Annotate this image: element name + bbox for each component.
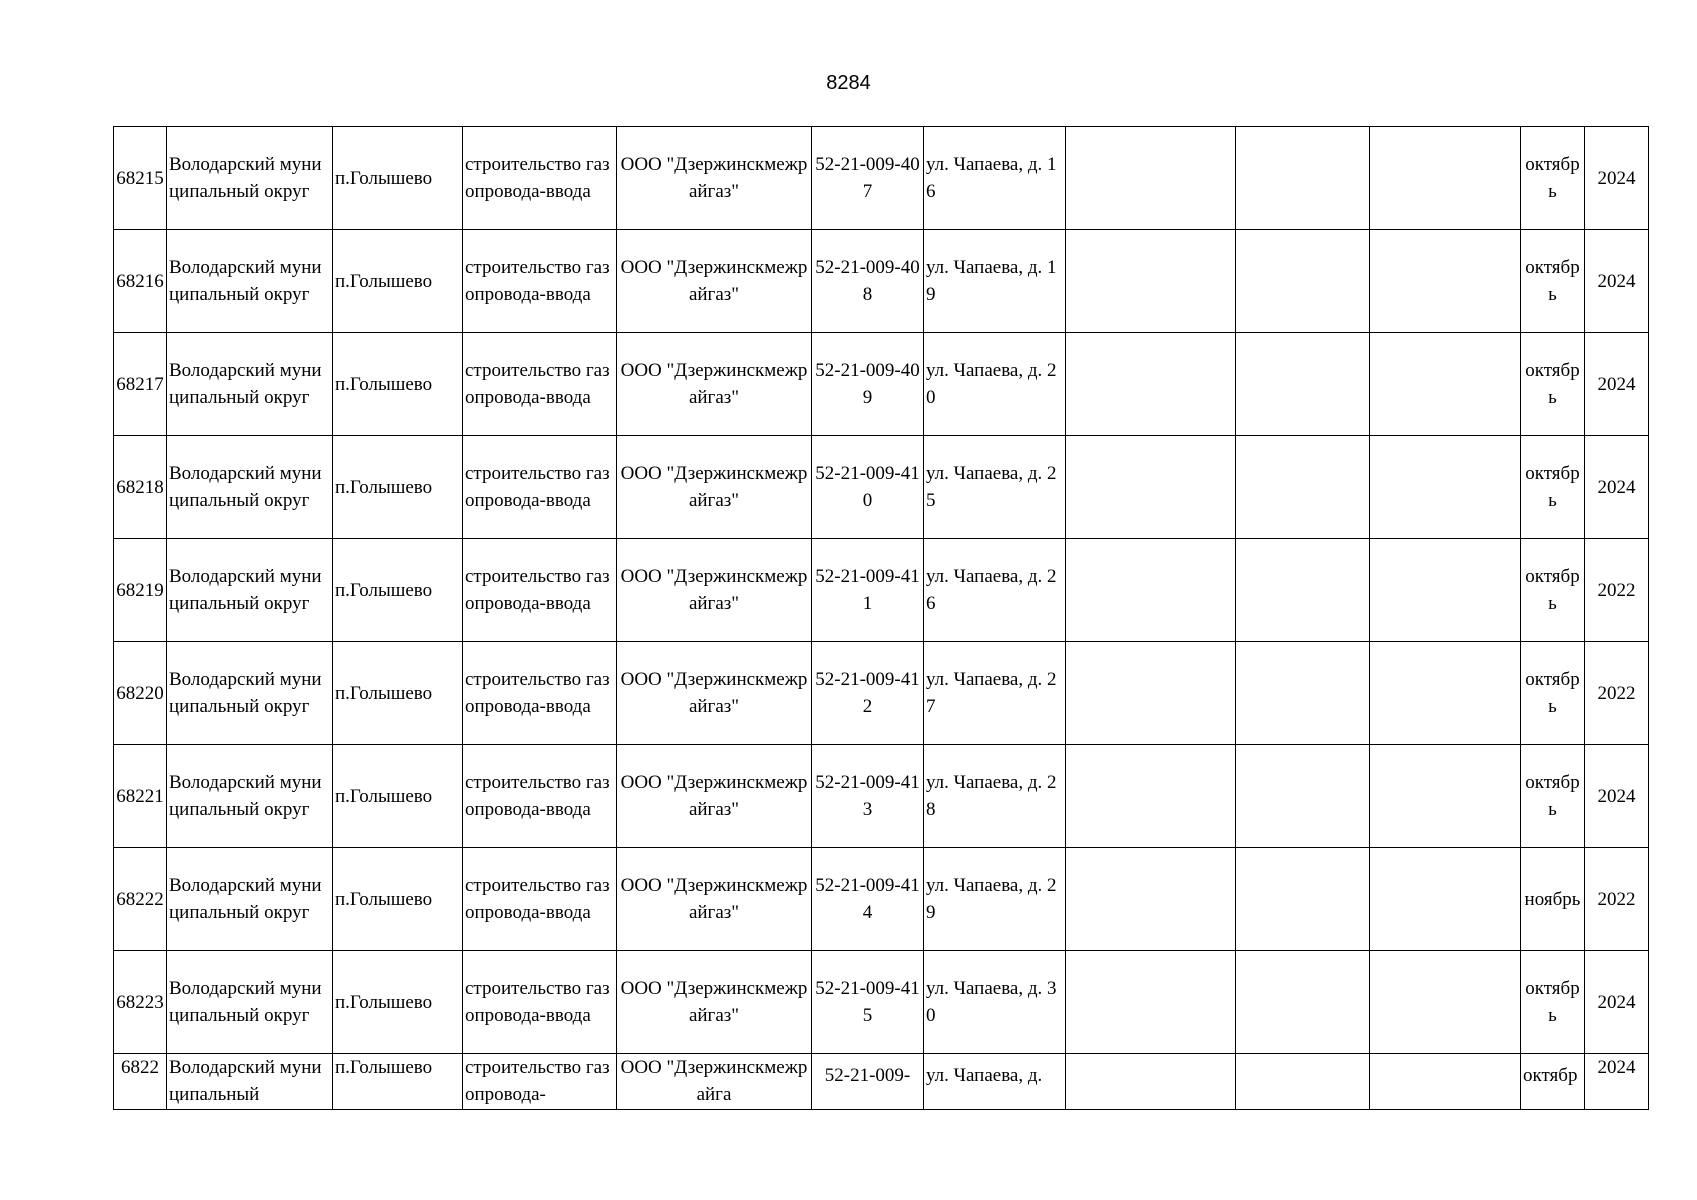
cell-work: строительство газопровода-ввода bbox=[463, 745, 617, 848]
cell-org: ООО "Дзержинскмежрайга bbox=[617, 1054, 812, 1110]
cell-year: 2024 bbox=[1585, 745, 1649, 848]
registry-table bbox=[113, 126, 1649, 1110]
cell-district: Володарский муниципальный округ bbox=[167, 436, 333, 539]
cell-work: строительство газопровода-ввода bbox=[463, 539, 617, 642]
cell-address: ул. Чапаева, д. 29 bbox=[924, 848, 1066, 951]
cell-year: 2022 bbox=[1585, 642, 1649, 745]
cell-work: строительство газопровода-ввода bbox=[463, 436, 617, 539]
cell-code: 52-21-009-410 bbox=[812, 436, 924, 539]
cell-id: 68220 bbox=[114, 642, 167, 745]
cell-org: ООО "Дзержинскмежрайгаз" bbox=[617, 127, 812, 230]
cell-empty-8 bbox=[1066, 848, 1236, 951]
cell-org: ООО "Дзержинскмежрайгаз" bbox=[617, 951, 812, 1054]
cell-code: 52-21-009-411 bbox=[812, 539, 924, 642]
cell-id: 68218 bbox=[114, 436, 167, 539]
cell-empty-10 bbox=[1370, 436, 1521, 539]
cell-month: октябрь bbox=[1521, 333, 1585, 436]
cell-empty-9 bbox=[1236, 745, 1370, 848]
table-body bbox=[114, 127, 1649, 1110]
cell-empty-8 bbox=[1066, 230, 1236, 333]
cell-empty-8 bbox=[1066, 951, 1236, 1054]
cell-empty-10 bbox=[1370, 230, 1521, 333]
cell-address: ул. Чапаева, д. bbox=[924, 1054, 1066, 1110]
cell-id: 68221 bbox=[114, 745, 167, 848]
cell-id: 68223 bbox=[114, 951, 167, 1054]
cell-code: 52-21-009- bbox=[812, 1054, 924, 1110]
cell-month: октябрь bbox=[1521, 436, 1585, 539]
cell-empty-10 bbox=[1370, 642, 1521, 745]
cell-address: ул. Чапаева, д. 30 bbox=[924, 951, 1066, 1054]
cell-id: 68216 bbox=[114, 230, 167, 333]
cell-id: 6822 bbox=[114, 1054, 167, 1110]
cell-empty-10 bbox=[1370, 951, 1521, 1054]
cell-district: Володарский муниципальный округ bbox=[167, 127, 333, 230]
table-row bbox=[114, 436, 1649, 539]
cell-year: 2022 bbox=[1585, 848, 1649, 951]
cell-code: 52-21-009-408 bbox=[812, 230, 924, 333]
cell-year: 2024 bbox=[1585, 951, 1649, 1054]
cell-settlement: п.Голышево bbox=[333, 745, 463, 848]
cell-empty-8 bbox=[1066, 127, 1236, 230]
table-row-partial bbox=[114, 1054, 1649, 1110]
cell-month: октябрь bbox=[1521, 539, 1585, 642]
cell-empty-10 bbox=[1370, 848, 1521, 951]
cell-code: 52-21-009-409 bbox=[812, 333, 924, 436]
cell-month: октябрь bbox=[1521, 745, 1585, 848]
cell-month: октябрь bbox=[1521, 642, 1585, 745]
cell-settlement: п.Голышево bbox=[333, 127, 463, 230]
cell-empty-8 bbox=[1066, 745, 1236, 848]
cell-code: 52-21-009-415 bbox=[812, 951, 924, 1054]
cell-org: ООО "Дзержинскмежрайгаз" bbox=[617, 436, 812, 539]
cell-year: 2022 bbox=[1585, 539, 1649, 642]
cell-settlement: п.Голышево bbox=[333, 539, 463, 642]
cell-district: Володарский муниципальный bbox=[167, 1054, 333, 1110]
cell-empty-9 bbox=[1236, 230, 1370, 333]
cell-id: 68217 bbox=[114, 333, 167, 436]
cell-address: ул. Чапаева, д. 20 bbox=[924, 333, 1066, 436]
cell-district: Володарский муниципальный округ bbox=[167, 230, 333, 333]
cell-code: 52-21-009-412 bbox=[812, 642, 924, 745]
table-row bbox=[114, 642, 1649, 745]
cell-settlement: п.Голышево bbox=[333, 436, 463, 539]
cell-address: ул. Чапаева, д. 16 bbox=[924, 127, 1066, 230]
cell-empty-8 bbox=[1066, 333, 1236, 436]
cell-org: ООО "Дзержинскмежрайгаз" bbox=[617, 230, 812, 333]
cell-address: ул. Чапаева, д. 19 bbox=[924, 230, 1066, 333]
cell-year: 2024 bbox=[1585, 127, 1649, 230]
table-row bbox=[114, 848, 1649, 951]
cell-settlement: п.Голышево bbox=[333, 951, 463, 1054]
cell-empty-9 bbox=[1236, 1054, 1370, 1110]
cell-month: октябр bbox=[1521, 1054, 1585, 1110]
cell-empty-8 bbox=[1066, 1054, 1236, 1110]
cell-month: октябрь bbox=[1521, 127, 1585, 230]
cell-empty-9 bbox=[1236, 333, 1370, 436]
cell-empty-10 bbox=[1370, 333, 1521, 436]
cell-org: ООО "Дзержинскмежрайгаз" bbox=[617, 333, 812, 436]
cell-empty-10 bbox=[1370, 1054, 1521, 1110]
page-number: 8284 bbox=[826, 72, 871, 94]
cell-org: ООО "Дзержинскмежрайгаз" bbox=[617, 642, 812, 745]
cell-settlement: п.Голышево bbox=[333, 333, 463, 436]
cell-work: строительство газопровода-ввода bbox=[463, 848, 617, 951]
cell-address: ул. Чапаева, д. 27 bbox=[924, 642, 1066, 745]
cell-work: строительство газопровода-ввода bbox=[463, 230, 617, 333]
cell-district: Володарский муниципальный округ bbox=[167, 539, 333, 642]
cell-empty-8 bbox=[1066, 539, 1236, 642]
cell-org: ООО "Дзержинскмежрайгаз" bbox=[617, 539, 812, 642]
cell-year: 2024 bbox=[1585, 436, 1649, 539]
cell-month: октябрь bbox=[1521, 230, 1585, 333]
cell-empty-9 bbox=[1236, 848, 1370, 951]
cell-empty-10 bbox=[1370, 745, 1521, 848]
cell-settlement: п.Голышево bbox=[333, 1054, 463, 1110]
cell-year: 2024 bbox=[1585, 333, 1649, 436]
cell-address: ул. Чапаева, д. 25 bbox=[924, 436, 1066, 539]
cell-empty-9 bbox=[1236, 642, 1370, 745]
cell-district: Володарский муниципальный округ bbox=[167, 642, 333, 745]
cell-district: Володарский муниципальный округ bbox=[167, 848, 333, 951]
cell-empty-9 bbox=[1236, 539, 1370, 642]
cell-empty-8 bbox=[1066, 642, 1236, 745]
cell-empty-9 bbox=[1236, 951, 1370, 1054]
cell-empty-8 bbox=[1066, 436, 1236, 539]
cell-work: строительство газопровода- bbox=[463, 1054, 617, 1110]
cell-district: Володарский муниципальный округ bbox=[167, 951, 333, 1054]
cell-work: строительство газопровода-ввода bbox=[463, 642, 617, 745]
cell-district: Володарский муниципальный округ bbox=[167, 333, 333, 436]
table-row bbox=[114, 951, 1649, 1054]
cell-district: Володарский муниципальный округ bbox=[167, 745, 333, 848]
cell-work: строительство газопровода-ввода bbox=[463, 951, 617, 1054]
table-row bbox=[114, 127, 1649, 230]
cell-id: 68215 bbox=[114, 127, 167, 230]
cell-id: 68222 bbox=[114, 848, 167, 951]
cell-org: ООО "Дзержинскмежрайгаз" bbox=[617, 848, 812, 951]
cell-code: 52-21-009-413 bbox=[812, 745, 924, 848]
cell-code: 52-21-009-414 bbox=[812, 848, 924, 951]
cell-id: 68219 bbox=[114, 539, 167, 642]
cell-empty-10 bbox=[1370, 127, 1521, 230]
cell-empty-9 bbox=[1236, 127, 1370, 230]
cell-empty-10 bbox=[1370, 539, 1521, 642]
cell-org: ООО "Дзержинскмежрайгаз" bbox=[617, 745, 812, 848]
cell-code: 52-21-009-407 bbox=[812, 127, 924, 230]
table-row bbox=[114, 539, 1649, 642]
cell-work: строительство газопровода-ввода bbox=[463, 333, 617, 436]
cell-address: ул. Чапаева, д. 28 bbox=[924, 745, 1066, 848]
cell-work: строительство газопровода-ввода bbox=[463, 127, 617, 230]
cell-year: 2024 bbox=[1585, 1054, 1649, 1110]
table-row bbox=[114, 745, 1649, 848]
cell-month: октябрь bbox=[1521, 951, 1585, 1054]
cell-year: 2024 bbox=[1585, 230, 1649, 333]
cell-settlement: п.Голышево bbox=[333, 230, 463, 333]
table-row bbox=[114, 333, 1649, 436]
cell-month: ноябрь bbox=[1521, 848, 1585, 951]
table-row bbox=[114, 230, 1649, 333]
cell-settlement: п.Голышево bbox=[333, 642, 463, 745]
cell-empty-9 bbox=[1236, 436, 1370, 539]
cell-address: ул. Чапаева, д. 26 bbox=[924, 539, 1066, 642]
cell-settlement: п.Голышево bbox=[333, 848, 463, 951]
